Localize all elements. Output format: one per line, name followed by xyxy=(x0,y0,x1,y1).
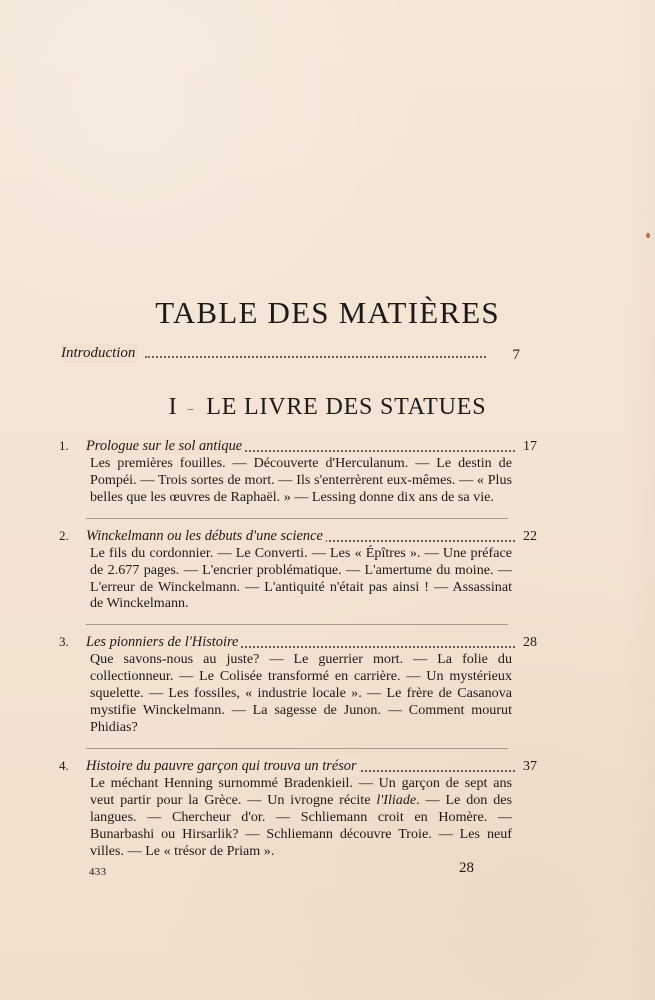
entry-title: Winckelmann ou les débuts d'une science xyxy=(86,527,326,545)
entry-number: 3. xyxy=(59,634,69,650)
footer-right-number: 28 xyxy=(459,860,474,876)
entry-summary xyxy=(90,775,512,860)
entry-summary: Que savons-nous au juste? — Le guerrier mort. — La folie du collectionneur. — Le Colisée transformé en carrière. — Un mystérieux squelette. — Les fossiles, « industrie locale ». — Le frère de Casanova mystifie Winckelmann. — La sagesse de Junon. — Comment mourut Phidias? xyxy=(90,651,512,735)
entry-title: Prologue sur le sol antique xyxy=(86,437,245,455)
entry-number: 1. xyxy=(59,438,69,453)
entry-number: 4. xyxy=(59,757,69,773)
section-heading xyxy=(0,395,655,419)
entry-title: Les pionniers de l'Histoire xyxy=(86,633,241,651)
contents-entry xyxy=(59,437,537,506)
entry-divider xyxy=(86,624,508,625)
section-numeral: I xyxy=(168,394,178,420)
entry-page-number: 37 xyxy=(523,758,537,774)
entry-page-number: 28 xyxy=(523,635,537,651)
contents-entry-header xyxy=(59,633,537,651)
introduction-label: Introduction xyxy=(61,343,139,363)
contents-entry xyxy=(59,527,537,613)
entry-summary-italic-part: l'Iliade xyxy=(376,791,417,808)
entry-divider xyxy=(86,518,508,519)
contents-entry-header xyxy=(59,527,537,545)
entry-number: 2. xyxy=(59,527,69,543)
table-of-contents-entries xyxy=(59,437,537,871)
entry-summary-part: Le méchant Henning surnommé Bradenkieil. — Un garçon de sept ans veut partir pour la Grèce. — Un ivrogne récite xyxy=(90,774,512,808)
entry-page-number: 22 xyxy=(523,528,537,544)
introduction-line xyxy=(61,343,520,363)
introduction-leader xyxy=(145,356,486,358)
page-title: TABLE DES MATIÈRES xyxy=(155,294,500,330)
entry-page-number: 17 xyxy=(523,439,537,454)
contents-entry xyxy=(59,633,537,736)
footer-left-number: 433 xyxy=(89,866,107,878)
introduction-page-number: 7 xyxy=(512,347,520,363)
paper-speck xyxy=(646,233,650,238)
contents-entry-header xyxy=(59,757,537,775)
section-title: LE LIVRE DES STATUES xyxy=(206,394,487,420)
entry-divider xyxy=(86,748,508,749)
entry-title: Histoire du pauvre garçon qui trouva un trésor xyxy=(86,757,360,775)
page-edge-shadow xyxy=(623,0,655,1000)
contents-entry-header xyxy=(59,437,537,455)
entry-summary: Le fils du cordonnier. — Le Converti. — Les « Épîtres ». — Une préface de 2.677 pages. — L'encrier problématique. — L'amertume du moine. — L'erreur de Winckelmann. — L'antiquité n'était pas ainsi ! — Assassinat de Winckelmann. xyxy=(90,544,512,612)
section-dash: – xyxy=(187,401,195,416)
entry-summary-part: . — Le don des langues. — Chercheur d'or. — Schliemann croit en Homère. — Bunarbashi ou Hirsarlik? — Schliemann découvre Troie. — Les neuf villes. — Le « trésor de Priam ». xyxy=(90,791,512,859)
entry-summary: Les premières fouilles. — Découverte d'Herculanum. — Le destin de Pompéi. — Trois sortes de mort. — Ils s'enterrèrent eux-mêmes. — « Plus belles que les œuvres de Raphaël. » — Lessing donne dix ans de sa vie. xyxy=(90,455,512,505)
contents-entry xyxy=(59,757,537,860)
